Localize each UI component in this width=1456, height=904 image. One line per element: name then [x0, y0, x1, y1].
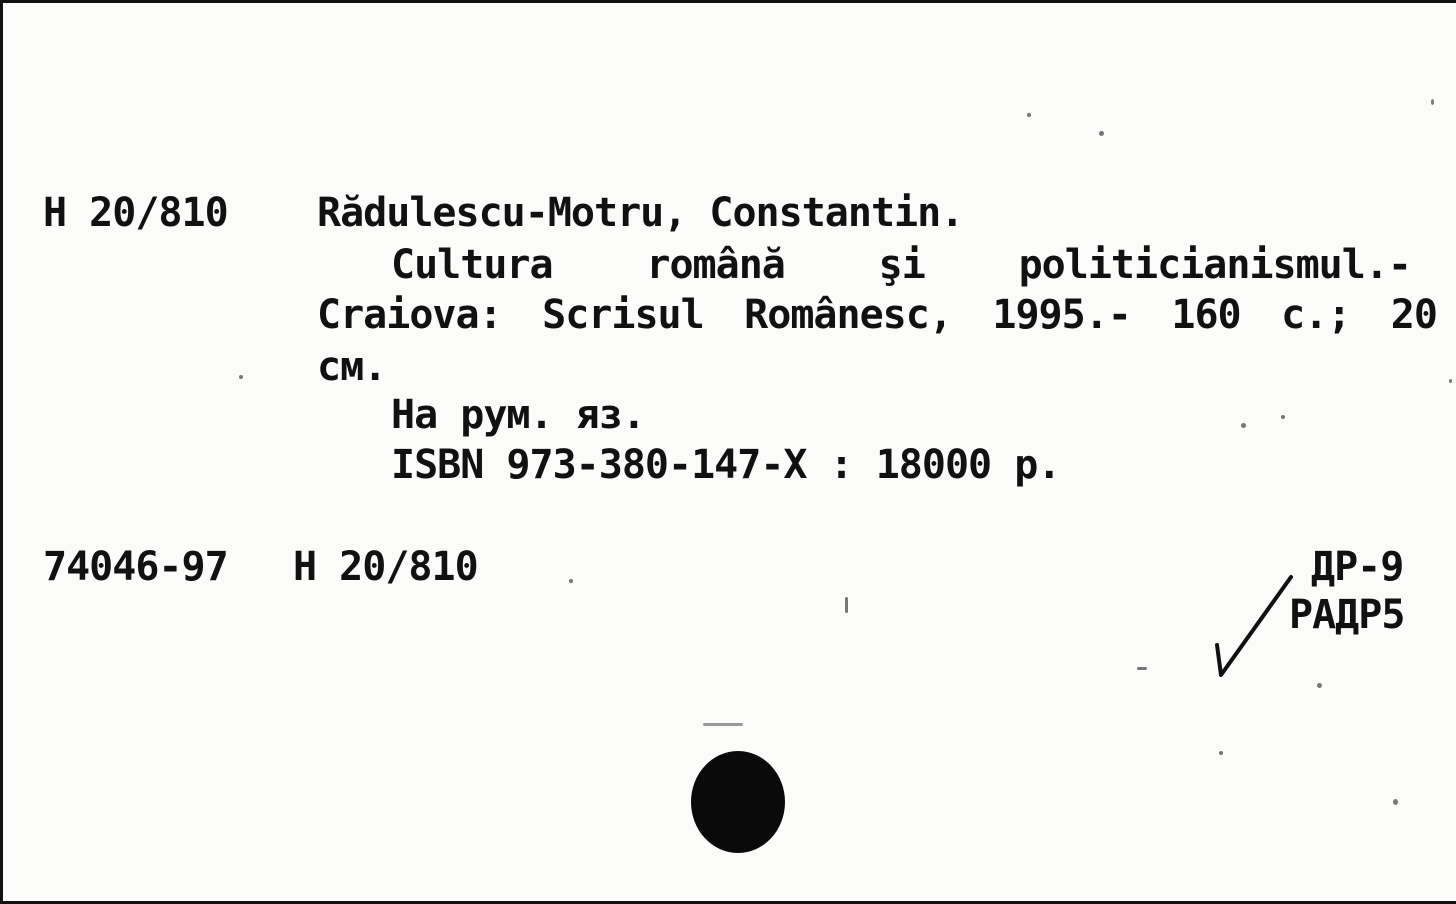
shelfmark-bottom: H 20/810: [293, 544, 478, 590]
title-line: [391, 241, 1411, 289]
speck: [845, 597, 848, 613]
imprint-word: 20: [1390, 292, 1437, 338]
speck: [569, 579, 573, 583]
speck: [1241, 423, 1246, 428]
speck: [1137, 667, 1147, 670]
speck: [703, 723, 743, 726]
imprint-word: 160: [1171, 292, 1241, 338]
speck: [1027, 113, 1031, 117]
title-word: şi: [878, 242, 925, 288]
isbn-line: ISBN 973-380-147-X : 18000 р.: [391, 442, 1061, 488]
speck: [1431, 99, 1434, 105]
speck: [1449, 379, 1452, 383]
speck: [1281, 415, 1285, 419]
title-word: Cultura: [391, 242, 553, 288]
accession-number: 74046-97: [43, 544, 228, 590]
punch-hole: [691, 751, 785, 853]
speck: [1219, 751, 1223, 755]
language-note: На рум. яз.: [391, 392, 645, 438]
imprint-word: Românesc,: [744, 292, 952, 338]
speck: [239, 375, 243, 379]
imprint-word: с.;: [1281, 292, 1351, 338]
imprint-line: [317, 291, 1437, 339]
imprint-word: 1995.-: [992, 292, 1131, 338]
speck: [1393, 799, 1398, 805]
title-word: politicianismul.-: [1018, 242, 1411, 288]
code-dr: ДР-9: [1311, 544, 1404, 590]
imprint-word: Craiova:: [317, 292, 502, 338]
checkmark-icon: [1203, 563, 1303, 683]
speck: [1317, 683, 1322, 688]
code-radr: РАДР5: [1289, 592, 1405, 638]
speck: [1099, 131, 1104, 136]
shelfmark-top: H 20/810: [43, 190, 228, 236]
imprint-word: Scrisul: [542, 292, 704, 338]
title-word: română: [646, 242, 785, 288]
author-heading: Rădulescu-Motru, Constantin.: [317, 190, 964, 236]
size-unit: см.: [317, 344, 387, 390]
